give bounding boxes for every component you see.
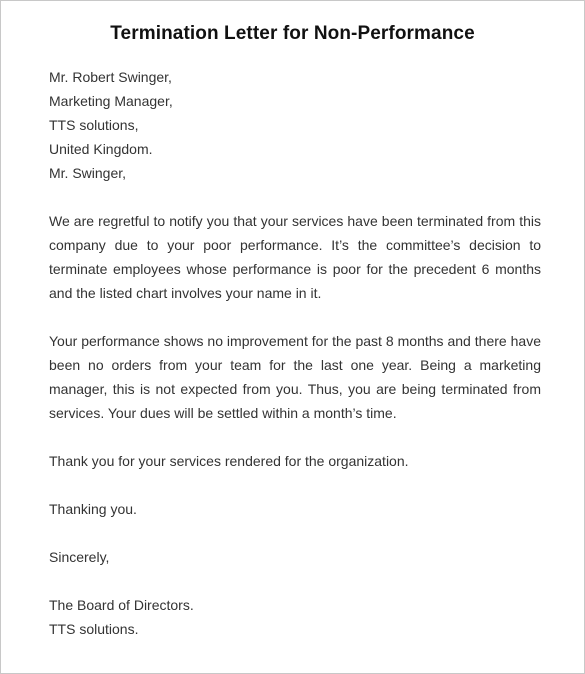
- closing-thanks: Thanking you.: [49, 501, 137, 517]
- recipient-position: Marketing Manager,: [49, 93, 173, 109]
- letter-body: [49, 65, 541, 641]
- recipient-address: [49, 65, 541, 185]
- recipient-company: TTS solutions,: [49, 117, 139, 133]
- recipient-country: United Kingdom.: [49, 141, 153, 157]
- spacer: [49, 569, 541, 593]
- spacer: [49, 185, 541, 209]
- spacer: [49, 473, 541, 497]
- spacer: [49, 521, 541, 545]
- recipient-name: Mr. Robert Swinger,: [49, 69, 172, 85]
- signatory-company: TTS solutions.: [49, 621, 139, 637]
- salutation: Mr. Swinger,: [49, 165, 127, 181]
- paragraph-thanks: Thank you for your services rendered for the organization.: [49, 453, 409, 469]
- signatory-name: The Board of Directors.: [49, 597, 194, 613]
- closing-sign-off: Sincerely,: [49, 549, 110, 565]
- paragraph-performance: Your performance shows no improvement for the past 8 months and there have been no orders from your team for the last one year. Being a marketing manager, this is not expected from you. Thus, you are being terminated from services. Your dues will be settled within a month’s time.: [49, 333, 541, 421]
- spacer: [49, 305, 541, 329]
- paragraph-notification: We are regretful to notify you that your services have been terminated from this company due to your poor performance. It’s the committee’s decision to terminate employees whose performance is poor for the precedent 6 months and the listed chart involves your name in it.: [49, 213, 541, 301]
- letter-title: Termination Letter for Non-Performance: [110, 23, 475, 44]
- spacer: [49, 425, 541, 449]
